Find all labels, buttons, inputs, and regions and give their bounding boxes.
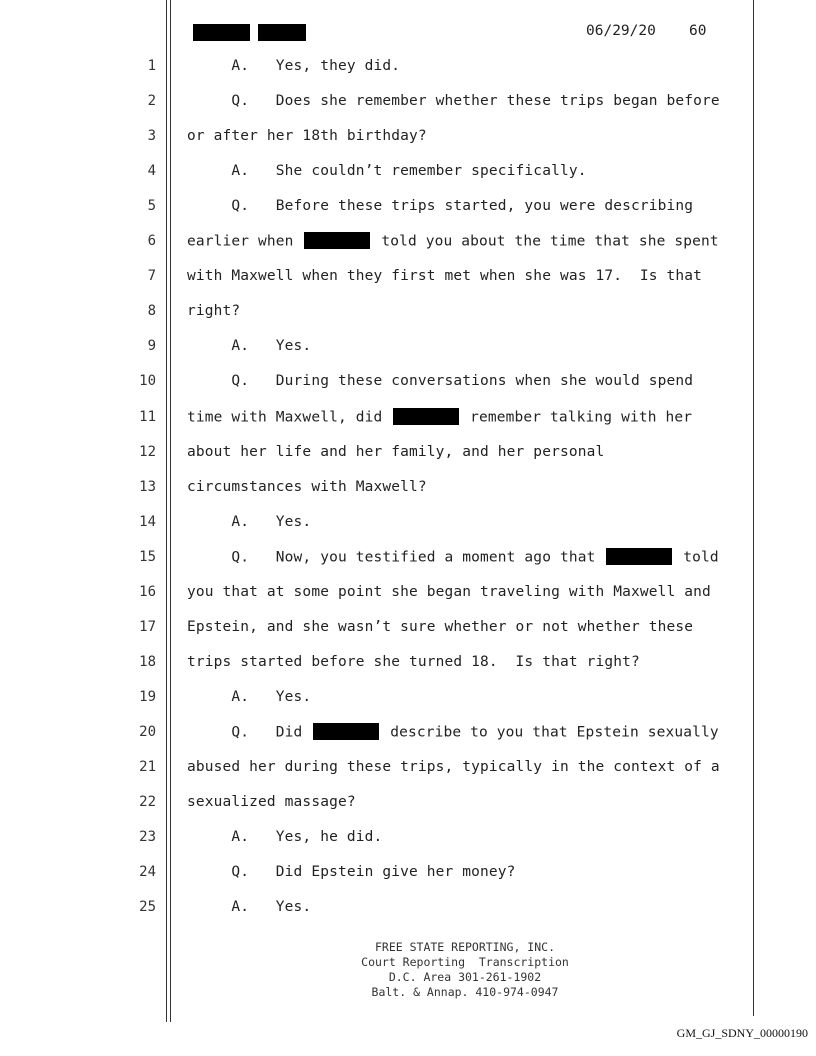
line-text — [187, 864, 516, 880]
line-text-segment: A. Yes, they did. — [187, 58, 401, 74]
line-number: 1 — [147, 58, 156, 74]
line-text-segment: you that at some point she began traveling with Maxwell and — [187, 583, 711, 600]
line-number: 15 — [139, 548, 156, 565]
line-text — [187, 654, 640, 670]
footer-services: Court Reporting Transcription — [361, 955, 569, 969]
redaction-box — [313, 723, 379, 740]
line-text-segment: A. Yes, he did. — [187, 829, 383, 846]
transcript-line — [0, 128, 816, 148]
transcript-line — [0, 409, 816, 429]
line-number: 11 — [139, 408, 156, 425]
transcript-line — [0, 338, 816, 358]
line-text — [187, 724, 719, 741]
transcript-line — [0, 93, 816, 113]
header-page-number: 60 — [689, 23, 707, 39]
line-number: 10 — [139, 373, 156, 390]
line-text — [187, 198, 693, 214]
line-number: 16 — [139, 583, 156, 600]
line-number: 23 — [139, 829, 156, 846]
line-text — [187, 584, 711, 600]
line-text — [187, 514, 311, 530]
transcript-line — [0, 689, 816, 709]
line-text-segment: time with Maxwell, did — [187, 409, 392, 425]
line-number: 8 — [147, 303, 156, 320]
line-number: 4 — [147, 163, 156, 180]
line-text — [187, 409, 692, 426]
header-date: 06/29/20 — [586, 23, 656, 39]
line-number: 2 — [147, 93, 156, 110]
transcript-line — [0, 514, 816, 534]
line-number: 7 — [147, 268, 156, 285]
line-text-segment: Q. Does she remember whether these trips began before — [187, 93, 720, 110]
line-number: 20 — [139, 723, 156, 740]
line-text-segment: Q. Did — [187, 724, 312, 741]
line-number: 25 — [139, 899, 156, 916]
line-number: 14 — [139, 513, 156, 530]
line-text-segment: circumstances with Maxwell? — [187, 478, 427, 495]
line-number: 12 — [139, 443, 156, 460]
line-text-segment: right? — [187, 303, 241, 320]
transcript-line — [0, 829, 816, 849]
line-text-segment: describe to you that Epstein sexually — [381, 724, 719, 741]
line-text — [187, 268, 702, 284]
transcript-line — [0, 794, 816, 814]
line-text-segment: Q. During these conversations when she would spend — [187, 373, 694, 390]
redaction-box — [258, 24, 306, 41]
transcript-line — [0, 619, 816, 639]
footer-phone-dc: D.C. Area 301-261-1902 — [388, 970, 542, 984]
line-text-segment: remember talking with her — [461, 409, 693, 425]
redaction-box — [193, 24, 250, 41]
line-text — [187, 444, 604, 460]
line-text — [187, 479, 427, 495]
transcript-line — [0, 654, 816, 674]
line-number: 5 — [147, 198, 156, 215]
line-text — [187, 619, 693, 635]
line-number: 9 — [147, 338, 156, 355]
line-text-segment: earlier when — [187, 233, 303, 250]
transcript-line — [0, 479, 816, 499]
line-text — [187, 373, 693, 389]
line-text — [187, 689, 311, 705]
bates-number: GM_GJ_SDNY_00000190 — [676, 1026, 808, 1040]
line-text — [187, 303, 240, 319]
line-text-segment: sexualized massage? — [187, 794, 356, 811]
line-text-segment: Epstein, and she wasn’t sure whether or not whether these — [187, 618, 694, 635]
line-number: 13 — [139, 478, 156, 495]
reporter-footer — [300, 940, 630, 1000]
line-text-segment: or after her 18th birthday? — [187, 128, 427, 145]
transcript-line — [0, 198, 816, 218]
line-text-segment: Q. Did Epstein give her money? — [187, 864, 516, 881]
transcript-line — [0, 373, 816, 393]
transcript-line — [0, 899, 816, 919]
line-text-segment: trips started before she turned 18. Is that right? — [187, 653, 640, 670]
transcript-line — [0, 233, 816, 253]
transcript-line — [0, 268, 816, 288]
redaction-box — [606, 548, 672, 565]
line-text-segment: told — [674, 549, 719, 566]
line-text — [187, 549, 719, 566]
line-text-segment: with Maxwell when they first met when she was 17. Is that — [187, 268, 703, 285]
transcript-line — [0, 163, 816, 183]
transcript-line — [0, 864, 816, 884]
line-text-segment: abused her during these trips, typically in the context of a — [187, 759, 720, 775]
line-text-segment: Q. Now, you testified a moment ago that — [187, 549, 605, 566]
transcript-line — [0, 584, 816, 604]
line-text-segment: Q. Before these trips started, you were describing — [187, 198, 694, 215]
transcript-line — [0, 303, 816, 323]
page-header — [193, 23, 733, 43]
line-text — [187, 829, 382, 845]
line-text — [187, 899, 311, 915]
line-number: 22 — [139, 794, 156, 811]
footer-company: FREE STATE REPORTING, INC. — [374, 940, 555, 954]
line-text — [187, 128, 427, 144]
redaction-box — [304, 232, 370, 249]
line-text — [187, 163, 587, 179]
line-text — [187, 338, 311, 354]
line-number: 18 — [139, 653, 156, 670]
transcript-line — [0, 724, 816, 744]
line-text — [187, 794, 356, 810]
line-text-segment: A. She couldn’t remember specifically. — [187, 163, 587, 180]
line-text-segment: A. Yes. — [187, 513, 312, 530]
line-text — [187, 93, 720, 109]
transcript-line — [0, 444, 816, 464]
line-text-segment: told you about the time that she spent — [372, 233, 719, 250]
transcript-line — [0, 58, 816, 78]
line-number: 19 — [139, 688, 156, 705]
line-number: 17 — [139, 618, 156, 635]
line-text-segment: about her life and her family, and her personal — [187, 443, 605, 460]
line-text-segment: A. Yes. — [187, 899, 312, 916]
line-text — [187, 759, 720, 775]
line-text-segment: A. Yes. — [187, 338, 312, 355]
line-number: 3 — [147, 128, 156, 145]
transcript-line — [0, 549, 816, 569]
line-text — [187, 233, 719, 250]
line-number: 21 — [139, 759, 156, 775]
line-number: 6 — [147, 233, 156, 250]
redaction-box — [393, 408, 459, 425]
line-text — [187, 58, 400, 74]
footer-phone-balt: Balt. & Annap. 410-974-0947 — [371, 985, 559, 999]
transcript-line — [0, 759, 816, 779]
line-text-segment: A. Yes. — [187, 688, 312, 705]
line-number: 24 — [139, 864, 156, 881]
